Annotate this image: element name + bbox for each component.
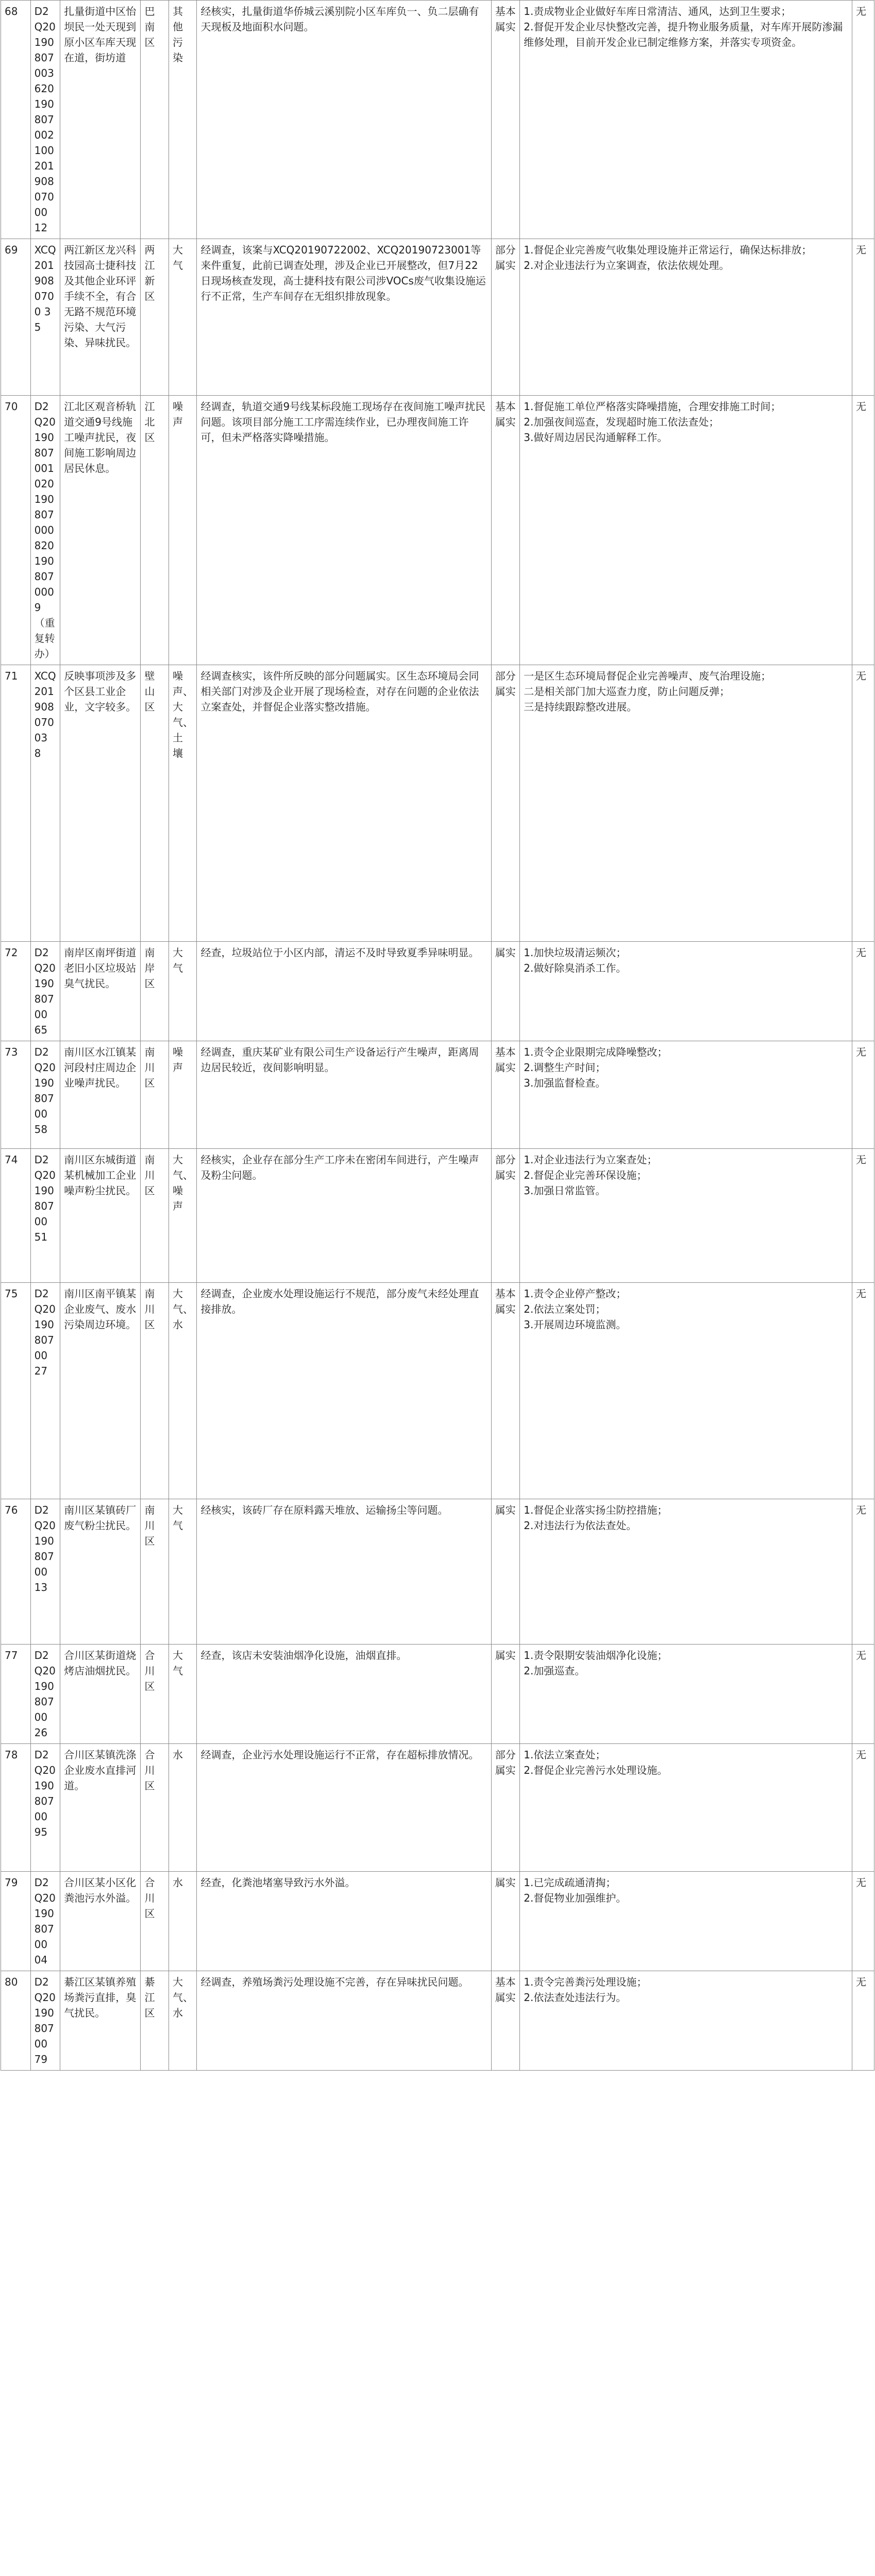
pollution-type: 大气 (169, 1645, 197, 1744)
complaint-description: 合川区某街道烧烤店油烟扰民。 (60, 1645, 141, 1744)
complaint-description: 合川区某小区化粪池污水外溢。 (60, 1872, 141, 1971)
investigation-finding: 经调查，重庆某矿业有限公司生产设备运行产生噪声，距离周边居民较近，夜间影响明显。 (197, 1041, 491, 1149)
verdict: 属实 (491, 1872, 520, 1971)
rectification-actions: 一是区生态环境局督促企业完善噪声、废气治理设施； 二是相关部门加大巡查力度，防止问题反弹； 三是持续跟踪整改进展。 (520, 665, 852, 942)
verdict: 属实 (491, 1499, 520, 1645)
case-id: XCQ2019080700 35 (30, 239, 60, 396)
case-id: D2Q20190807003620190807002100 20190807000 12 (30, 1, 60, 239)
case-id: D2Q2019080700 95 (30, 1744, 60, 1872)
verdict: 属实 (491, 1645, 520, 1744)
accountability: 无 (852, 942, 874, 1041)
rectification-actions: 1.责令限期安装油烟净化设施； 2.加强巡查。 (520, 1645, 852, 1744)
case-id: D2Q2019080700 26 (30, 1645, 60, 1744)
investigation-finding: 经调查，养殖场粪污处理设施不完善，存在异味扰民问题。 (197, 1971, 491, 2071)
verdict: 部分属实 (491, 1744, 520, 1872)
complaint-description: 江北区观音桥轨道交通9号线施工噪声扰民，夜间施工影响周边居民休息。 (60, 396, 141, 665)
district: 綦江区 (141, 1971, 169, 2071)
row-number: 68 (1, 1, 31, 239)
verdict: 属实 (491, 942, 520, 1041)
complaint-description: 扎量街道中区怡坝民一处天现到原小区车库天现在道，街坊道 (60, 1, 141, 239)
table-row (1, 665, 874, 942)
district: 巴南区 (141, 1, 169, 239)
table-row (1, 1872, 874, 1971)
rectification-actions: 1.责令企业停产整改； 2.依法立案处罚； 3.开展周边环境监测。 (520, 1283, 852, 1499)
row-number: 69 (1, 239, 31, 396)
complaint-description: 綦江区某镇养殖场粪污直排，臭气扰民。 (60, 1971, 141, 2071)
accountability: 无 (852, 239, 874, 396)
case-id: D2Q2019080700 58 (30, 1041, 60, 1149)
pollution-type: 大气 (169, 1499, 197, 1645)
investigation-finding: 经调查核实，该件所反映的部分问题属实。区生态环境局会同相关部门对涉及企业开展了现场检查，对存在问题的企业依法立案查处，并督促企业落实整改措施。 (197, 665, 491, 942)
table-row (1, 1645, 874, 1744)
pollution-type: 大气 (169, 942, 197, 1041)
investigation-finding: 经查，该店未安装油烟净化设施，油烟直排。 (197, 1645, 491, 1744)
complaint-table-body (1, 1, 874, 2071)
verdict: 基本属实 (491, 1971, 520, 2071)
complaint-description: 反映事项涉及多个区县工业企业，文字较多。 (60, 665, 141, 942)
case-id: D2Q2019080700 79 (30, 1971, 60, 2071)
row-number: 80 (1, 1971, 31, 2071)
table-row (1, 396, 874, 665)
rectification-actions: 1.责令企业限期完成降噪整改； 2.调整生产时间； 3.加强监督检查。 (520, 1041, 852, 1149)
district: 合川区 (141, 1645, 169, 1744)
complaint-description: 南川区某镇砖厂废气粉尘扰民。 (60, 1499, 141, 1645)
case-id: D2Q2019080700 27 (30, 1283, 60, 1499)
row-number: 71 (1, 665, 31, 942)
district: 合川区 (141, 1744, 169, 1872)
rectification-actions: 1.对企业违法行为立案查处； 2.督促企业完善环保设施； 3.加强日常监管。 (520, 1149, 852, 1283)
accountability: 无 (852, 1744, 874, 1872)
row-number: 75 (1, 1283, 31, 1499)
district: 南岸区 (141, 942, 169, 1041)
row-number: 70 (1, 396, 31, 665)
verdict: 部分属实 (491, 1149, 520, 1283)
district: 江北区 (141, 396, 169, 665)
pollution-type: 水 (169, 1744, 197, 1872)
rectification-actions: 1.加快垃圾清运频次； 2.做好除臭消杀工作。 (520, 942, 852, 1041)
table-row (1, 239, 874, 396)
table-row (1, 1499, 874, 1645)
pollution-type: 噪声 (169, 396, 197, 665)
investigation-finding: 经调查，企业废水处理设施运行不规范，部分废气未经处理直接排放。 (197, 1283, 491, 1499)
district: 南川区 (141, 1283, 169, 1499)
accountability: 无 (852, 396, 874, 665)
case-id: D2Q2019080700 51 (30, 1149, 60, 1283)
rectification-actions: 1.责成物业企业做好车库日常清洁、通风，达到卫生要求； 2.督促开发企业尽快整改完善，提升物业服务质量，对车库开展防渗漏维修处理，目前开发企业已制定维修方案，并落实专项资金。 (520, 1, 852, 239)
district: 南川区 (141, 1499, 169, 1645)
complaint-description: 南川区南平镇某企业废气、废水污染周边环境。 (60, 1283, 141, 1499)
verdict: 基本属实 (491, 1, 520, 239)
accountability: 无 (852, 665, 874, 942)
complaint-description: 合川区某镇洗涤企业废水直排河道。 (60, 1744, 141, 1872)
investigation-finding: 经调查，该案与XCQ20190722002、XCQ20190723001等来件重复，此前已调查处理，涉及企业已开展整改，但7月22日现场核查发现，高士捷科技有限公司涉VOCs废气收集设施运行不正常，生产车间存在无组织排放现象。 (197, 239, 491, 396)
accountability: 无 (852, 1041, 874, 1149)
investigation-finding: 经查，垃圾站位于小区内部，清运不及时导致夏季异味明显。 (197, 942, 491, 1041)
investigation-finding: 经调查，轨道交通9号线某标段施工现场存在夜间施工噪声扰民问题。该项目部分施工工序需连续作业，已办理夜间施工许可，但未严格落实降噪措施。 (197, 396, 491, 665)
table-row (1, 1, 874, 239)
district: 南川区 (141, 1041, 169, 1149)
district: 壁山区 (141, 665, 169, 942)
complaint-description: 两江新区龙兴科技园高士捷科技及其他企业环评手续不全，有合无路不规范环境污染、大气污染、异味扰民。 (60, 239, 141, 396)
table-row (1, 1149, 874, 1283)
investigation-finding: 经核实，扎量街道华侨城云溪别院小区车库负一、负二层确有天现板及地面积水问题。 (197, 1, 491, 239)
pollution-type: 其他污染 (169, 1, 197, 239)
rectification-actions: 1.已完成疏通清掏； 2.督促物业加强维护。 (520, 1872, 852, 1971)
district: 南川区 (141, 1149, 169, 1283)
row-number: 79 (1, 1872, 31, 1971)
complaint-description: 南川区东城街道某机械加工企业噪声粉尘扰民。 (60, 1149, 141, 1283)
case-id: D2Q2019080700 65 (30, 942, 60, 1041)
case-id: D2Q2019080700 04 (30, 1872, 60, 1971)
row-number: 78 (1, 1744, 31, 1872)
row-number: 72 (1, 942, 31, 1041)
row-number: 74 (1, 1149, 31, 1283)
investigation-finding: 经调查，企业污水处理设施运行不正常，存在超标排放情况。 (197, 1744, 491, 1872)
accountability: 无 (852, 1, 874, 239)
verdict: 基本属实 (491, 396, 520, 665)
complaint-description: 南岸区南坪街道老旧小区垃圾站臭气扰民。 (60, 942, 141, 1041)
complaint-table (1, 0, 874, 2071)
pollution-type: 大气、水 (169, 1971, 197, 2071)
table-row (1, 1041, 874, 1149)
pollution-type: 大气 (169, 239, 197, 396)
row-number: 77 (1, 1645, 31, 1744)
verdict: 基本属实 (491, 1283, 520, 1499)
pollution-type: 噪声 (169, 1041, 197, 1149)
accountability: 无 (852, 1872, 874, 1971)
table-row (1, 942, 874, 1041)
accountability: 无 (852, 1149, 874, 1283)
row-number: 73 (1, 1041, 31, 1149)
complaint-description: 南川区水江镇某河段村庄周边企业噪声扰民。 (60, 1041, 141, 1149)
table-row (1, 1971, 874, 2071)
pollution-type: 水 (169, 1872, 197, 1971)
rectification-actions: 1.督促企业落实扬尘防控措施； 2.对违法行为依法查处。 (520, 1499, 852, 1645)
rectification-actions: 1.督促企业完善废气收集处理设施并正常运行，确保达标排放； 2.对企业违法行为立案调查，依法依规处理。 (520, 239, 852, 396)
district: 合川区 (141, 1872, 169, 1971)
investigation-finding: 经核实，企业存在部分生产工序未在密闭车间进行，产生噪声及粉尘问题。 (197, 1149, 491, 1283)
case-id: XCQ20190807003 8 (30, 665, 60, 942)
pollution-type: 大气、水 (169, 1283, 197, 1499)
verdict: 基本属实 (491, 1041, 520, 1149)
investigation-finding: 经查，化粪池堵塞导致污水外溢。 (197, 1872, 491, 1971)
accountability: 无 (852, 1971, 874, 2071)
pollution-type: 噪声、大气、土壤 (169, 665, 197, 942)
table-row (1, 1744, 874, 1872)
district: 两江新区 (141, 239, 169, 396)
accountability: 无 (852, 1283, 874, 1499)
rectification-actions: 1.督促施工单位严格落实降噪措施，合理安排施工时间； 2.加强夜间巡查，发现超时施工依法查处； 3.做好周边居民沟通解释工作。 (520, 396, 852, 665)
verdict: 部分属实 (491, 239, 520, 396)
case-id: D2Q20190807001020190807000 820190807000 9（重复转办） (30, 396, 60, 665)
case-id: D2Q2019080700 13 (30, 1499, 60, 1645)
accountability: 无 (852, 1645, 874, 1744)
rectification-actions: 1.责令完善粪污处理设施； 2.依法查处违法行为。 (520, 1971, 852, 2071)
investigation-finding: 经核实，该砖厂存在原料露天堆放、运输扬尘等问题。 (197, 1499, 491, 1645)
row-number: 76 (1, 1499, 31, 1645)
accountability: 无 (852, 1499, 874, 1645)
pollution-type: 大气、噪声 (169, 1149, 197, 1283)
rectification-actions: 1.依法立案查处； 2.督促企业完善污水处理设施。 (520, 1744, 852, 1872)
verdict: 部分属实 (491, 665, 520, 942)
table-row (1, 1283, 874, 1499)
